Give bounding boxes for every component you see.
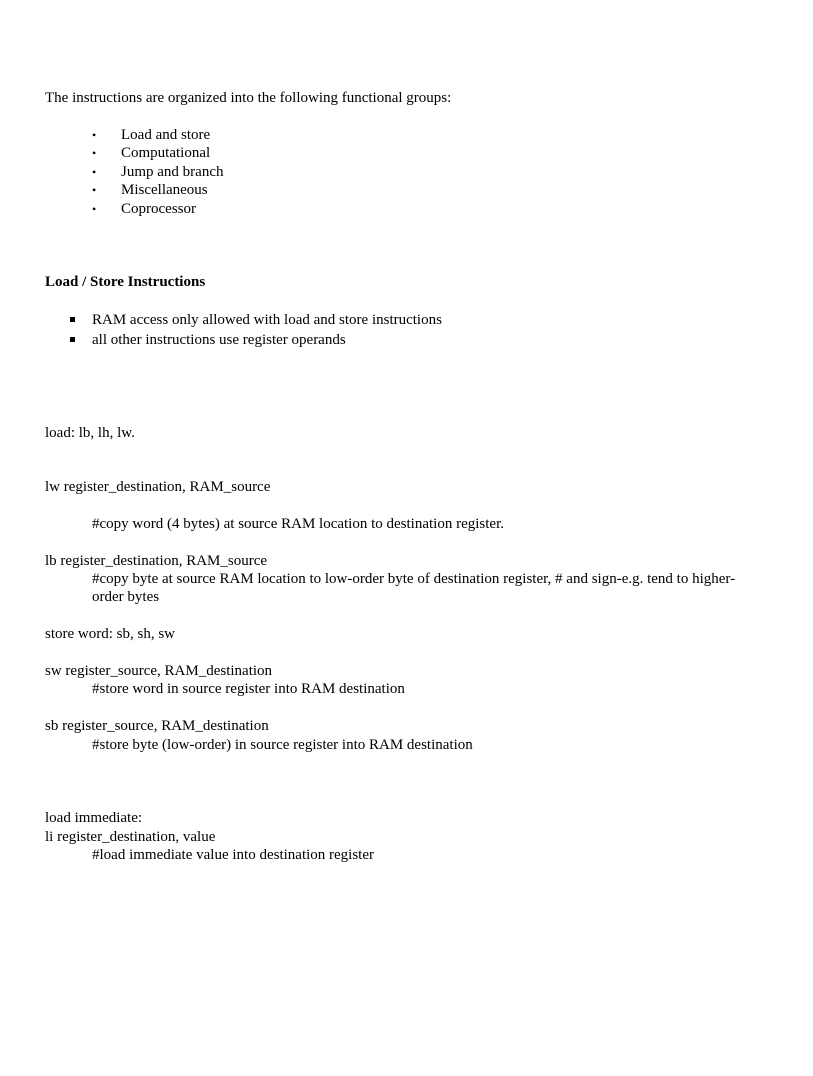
- sb-syntax: sb register_source, RAM_destination: [45, 718, 269, 734]
- list-item: [0, 331, 813, 350]
- square-bullet-icon: [70, 337, 75, 342]
- lb-comment-line1: #copy byte at source RAM location to low-order byte of destination register, # and sign-e.g. tend to higher-: [92, 571, 736, 587]
- list-item: [0, 144, 813, 162]
- list-item: [0, 163, 813, 181]
- li-syntax: li register_destination, value: [45, 829, 216, 845]
- lw-syntax: lw register_destination, RAM_source: [45, 479, 271, 495]
- bullet-icon: •: [92, 202, 97, 216]
- sb-comment: #store byte (low-order) in source register into RAM destination: [92, 737, 473, 753]
- section-heading: Load / Store Instructions: [45, 274, 206, 290]
- group-label: Load and store: [121, 127, 211, 143]
- bullet-icon: •: [92, 183, 97, 197]
- group-label: Computational: [121, 145, 211, 161]
- list-item: [0, 181, 813, 199]
- bullet-icon: •: [92, 165, 97, 179]
- load-title: load: lb, lh, lw.: [45, 425, 135, 441]
- li-comment: #load immediate value into destination register: [92, 847, 375, 863]
- list-item: [0, 200, 813, 218]
- point-label: RAM access only allowed with load and store instructions: [92, 312, 442, 328]
- li-title: load immediate:: [45, 810, 143, 826]
- group-label: Jump and branch: [121, 164, 224, 180]
- group-label: Coprocessor: [121, 201, 196, 217]
- lb-syntax: lb register_destination, RAM_source: [45, 553, 268, 569]
- square-bullet-icon: [70, 317, 75, 322]
- sw-comment: #store word in source register into RAM destination: [92, 681, 405, 697]
- lb-comment-line2: order bytes: [92, 589, 160, 605]
- store-title: store word: sb, sh, sw: [45, 626, 175, 642]
- bullet-icon: •: [92, 146, 97, 160]
- lw-comment: #copy word (4 bytes) at source RAM location to destination register.: [92, 516, 504, 532]
- list-item: [0, 311, 813, 330]
- list-item: [0, 126, 813, 144]
- intro-text: The instructions are organized into the following functional groups:: [45, 90, 452, 106]
- point-label: all other instructions use register operands: [92, 332, 346, 348]
- sw-syntax: sw register_source, RAM_destination: [45, 663, 273, 679]
- group-label: Miscellaneous: [121, 182, 208, 198]
- bullet-icon: •: [92, 128, 97, 142]
